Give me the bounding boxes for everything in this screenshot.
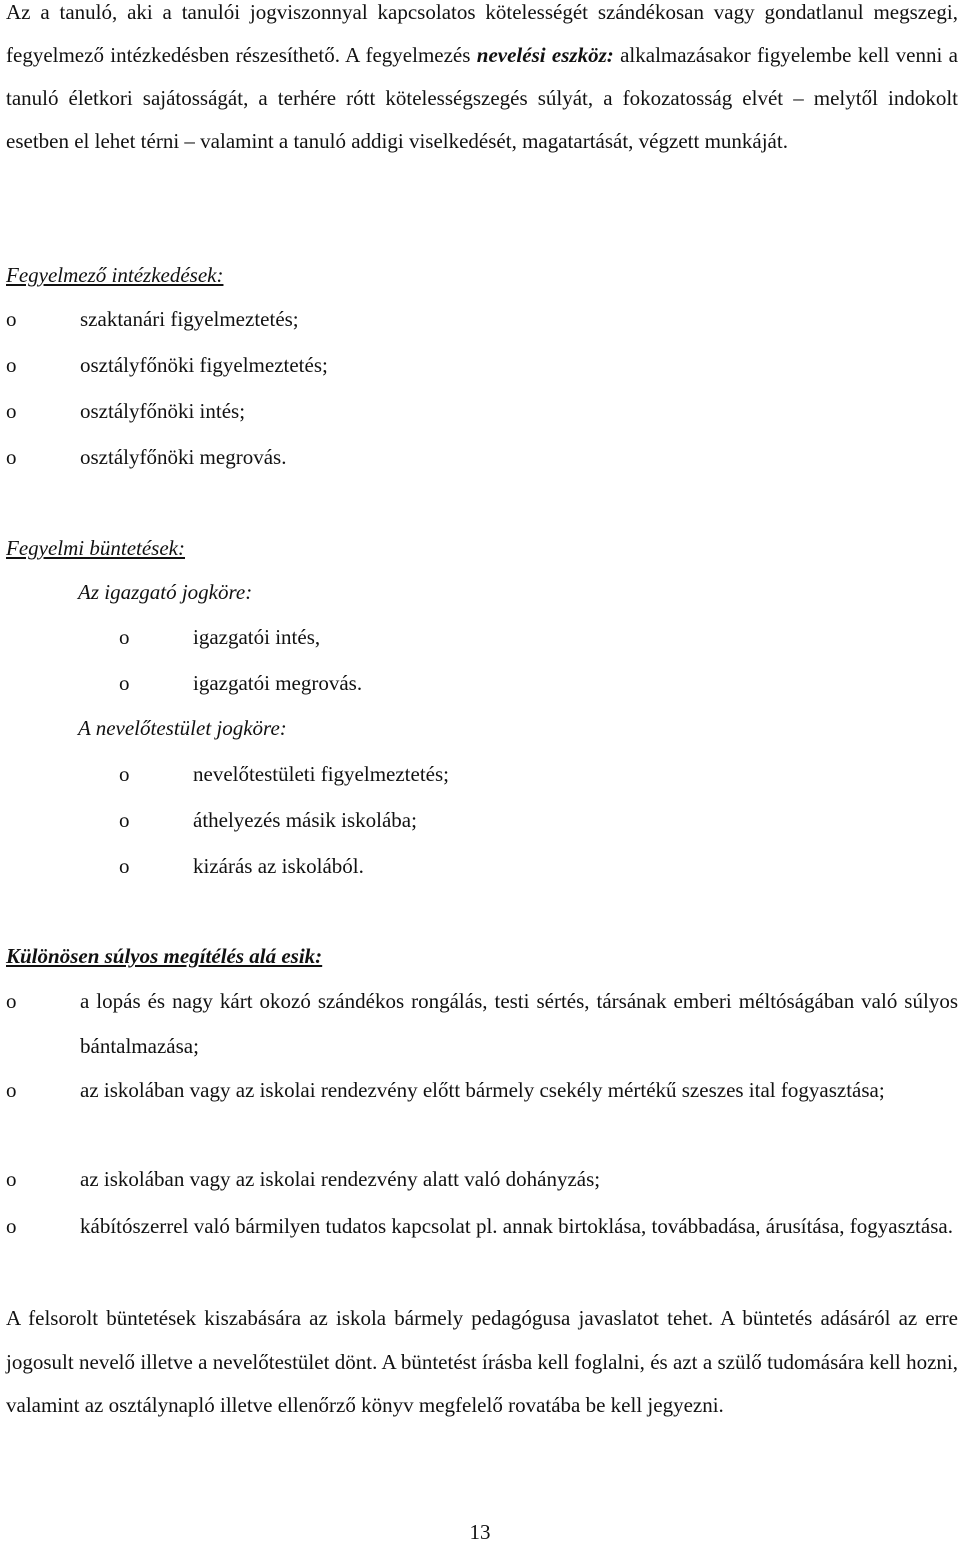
bullet: o [119,854,130,878]
bullet: o [6,307,17,331]
bullet: o [6,445,17,469]
fegyelmezo-heading: Fegyelmező intézkedések: [6,263,224,287]
list-item-text: az iskolában vagy az iskolai rendezvény előtt bármely csekély mértékű szeszes ital fogyasztása; [80,1078,885,1102]
bullet: o [119,671,130,695]
page-number: 13 [469,1520,491,1544]
list-item-text: nevelőtestületi figyelmeztetés; [193,762,449,786]
list-item-text: igazgatói intés, [193,625,321,649]
list-item-text: osztályfőnöki megrovás. [80,445,287,469]
sulyos-heading: Különösen súlyos megítélés alá esik: [6,944,323,968]
list-item-text: az iskolában vagy az iskolai rendezvény alatt való dohányzás; [80,1167,601,1191]
list-item-text: a lopás és nagy kárt okozó szándékos rongálás, testi sértés, társának emberi méltóságában való súlyos bántalmazása; [80,989,958,1058]
testulet-jogkore-label: A nevelőtestület jogköre: [78,716,287,740]
list-item-text: kizárás az iskolából. [193,854,364,878]
bullet: o [119,762,130,786]
intro-text-1: Az a tanuló, aki a tanulói jogviszonnyal kapcsolatos kötelességét szándékosan vagy gondatlanul megszegi, fegyelmező intézkedésben részesíthető. A fegyelmezés [6,0,958,67]
list-item-text: osztályfőnöki figyelmeztetés; [80,353,328,377]
closing-paragraph: A felsorolt büntetések kiszabására az iskola bármely pedagógusa javaslatot tehet. A büntetés adásáról az erre jogosult nevelő illetve a nevelőtestület dönt. A büntetést írásba kell foglalni, és azt a szülő tudomására kell hozni, valamint az osztálynapló illetve ellenőrző könyv megfelelő rovatába be kell jegyezni. [6,1306,958,1417]
bullet: o [6,353,17,377]
list-item-text: osztályfőnöki intés; [80,399,246,423]
list-item-text: igazgatói megrovás. [193,671,363,695]
list-item-text: szaktanári figyelmeztetés; [80,307,299,331]
bullet: o [6,399,17,423]
intro-paragraph [6,0,958,163]
bullet: o [6,1167,17,1191]
intro-text-2: alkalmazásakor figyelembe kell venni a tanuló életkori sajátosságát, a terhére rótt kötelességszegés súlyát, a fokozatosság elvét – melytől indokolt esetben el lehet térni – valamint a tanuló addigi viselkedését, magatartását, végzett munkáját. [6,43,958,153]
bullet: o [6,989,17,1013]
bullet: o [6,1214,17,1238]
igazgato-jogkore-label: Az igazgató jogköre: [78,580,253,604]
bullet: o [119,808,130,832]
intro-emphasis: nevelési eszköz: [476,43,614,67]
buntetesek-heading: Fegyelmi büntetések: [6,536,185,560]
list-item-text: kábítószerrel való bármilyen tudatos kapcsolat pl. annak birtoklása, továbbadása, árusítása, fogyasztása. [80,1214,953,1238]
bullet: o [119,625,130,649]
list-item-text: áthelyezés másik iskolába; [193,808,417,832]
bullet: o [6,1078,17,1102]
